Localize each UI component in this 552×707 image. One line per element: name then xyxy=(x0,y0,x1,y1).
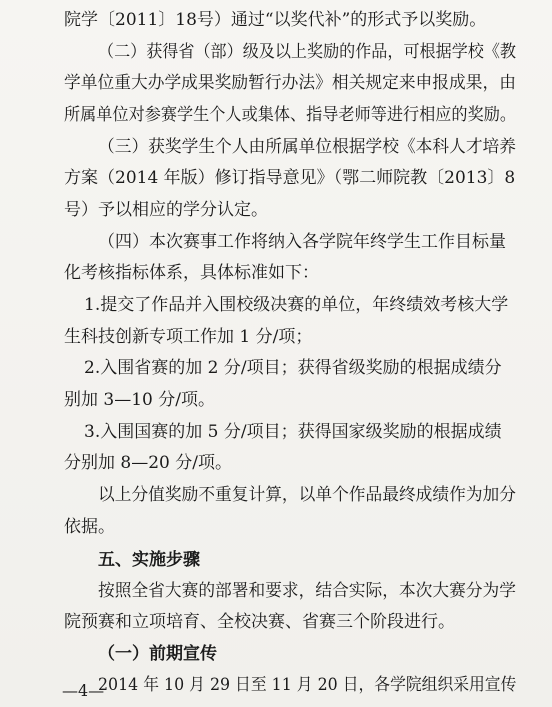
body-line: 以上分值奖励不重复计算，以单个作品最终成绩作为加分 xyxy=(98,485,516,505)
subsection-heading: （一）前期宣传 xyxy=(98,644,217,664)
body-line: 依据。 xyxy=(64,517,115,537)
body-line: 所属单位对参赛学生个人或集体、指导老师等进行相应的奖励。 xyxy=(64,105,516,125)
body-line: 方案（2014 年版）修订指导意见》（鄂二师院教〔2013〕8 xyxy=(64,168,516,188)
body-line: 学单位重大办学成果奖励暂行办法》相关规定来申报成果，由 xyxy=(64,73,516,93)
body-line: 2014 年 10 月 29 日至 11 月 20 日，各学院组织采用宣传 xyxy=(98,675,517,695)
body-line: 院预赛和立项培育、全校决赛、省赛三个阶段进行。 xyxy=(64,612,455,632)
body-line: 按照全省大赛的部署和要求，结合实际，本次大赛分为学 xyxy=(98,581,516,601)
body-line: （四）本次赛事工作将纳入各学院年终学生工作目标量 xyxy=(98,232,506,252)
body-line: 化考核指标体系，具体标准如下： xyxy=(64,263,319,283)
body-line: 生科技创新专项工作加 1 分/项； xyxy=(64,327,313,347)
body-line: （二）获得省（部）级及以上奖励的作品，可根据学校《教 xyxy=(98,42,516,62)
body-line: （三）获奖学生个人由所属单位根据学校《本科人才培养 xyxy=(98,137,516,157)
body-line: 别加 3—10 分/项。 xyxy=(64,390,215,410)
body-line: 号）予以相应的学分认定。 xyxy=(64,200,268,220)
body-line: 3.入围国赛的加 5 分/项目；获得国家级奖励的根据成绩 xyxy=(84,422,502,442)
body-line: 分别加 8—20 分/项。 xyxy=(64,453,232,473)
section-heading: 五、实施步骤 xyxy=(98,550,200,570)
body-line: 1.提交了作品并入围校级决赛的单位，年终绩效考核大学 xyxy=(84,295,509,315)
body-line: 2.入围省赛的加 2 分/项目；获得省级奖励的根据成绩分 xyxy=(84,358,502,378)
body-line: 院学〔2011〕18号）通过“以奖代补”的形式予以奖励。 xyxy=(64,10,487,30)
page-number: —4— xyxy=(62,681,105,700)
